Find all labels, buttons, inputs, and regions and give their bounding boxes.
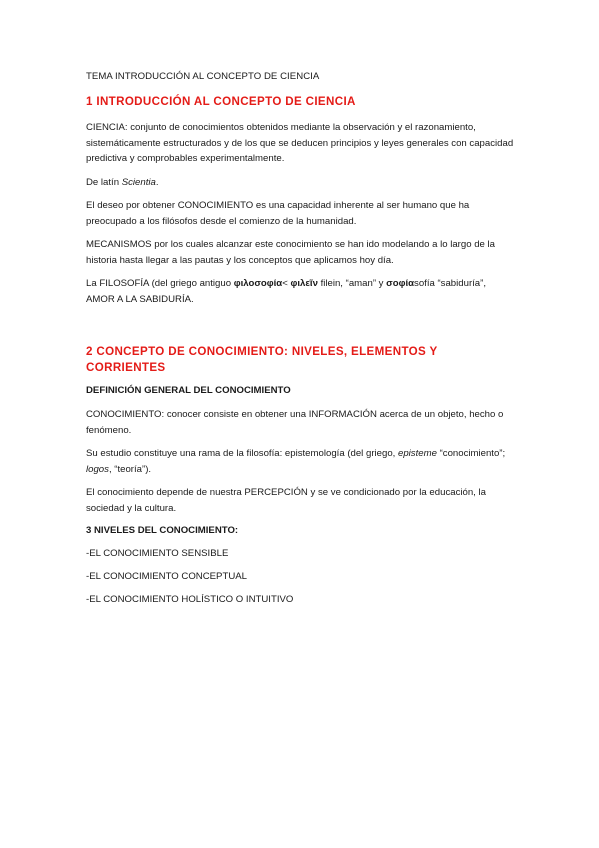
greek-sofia: σοφία — [386, 278, 415, 289]
philosophy-text-g: sofía “sabiduría”, AMOR A LA SABIDURÍA. — [86, 278, 487, 305]
ciencia-definition: CIENCIA: conjunto de conocimientos obtenidos mediante la observación y el razonamiento, sistemáticamente estructurados y de los que se deducen principios y leyes generales con capacidad predictiva y comprobables experimentalmente. — [86, 122, 514, 164]
latin-origin-suffix: . — [155, 176, 159, 188]
epistemology-text-a: Su estudio constituye una rama de la filosofía: epistemología (del griego, — [86, 448, 398, 459]
greek-filein: φιλεῖν — [290, 278, 318, 289]
greek-philosophia: φιλοσοφία — [233, 278, 283, 289]
epistemology-paragraph — [86, 446, 516, 477]
section-1-heading: 1 INTRODUCCIÓN AL CONCEPTO DE CIENCIA — [86, 95, 356, 108]
conocimiento-definition: CONOCIMIENTO: conocer consiste en obtener una INFORMACIÓN acerca de un objeto, hecho o fenómeno. — [86, 409, 504, 436]
epistemology-text-c: “conocimiento”; — [436, 448, 506, 459]
list-item: -EL CONOCIMIENTO HOLÍSTICO O INTUITIVO — [86, 594, 294, 605]
mechanisms-paragraph: MECANISMOS por los cuales alcanzar este conocimiento se han ido modelando a lo largo de la historia hasta llegar a las pautas y los conceptos que aplicamos hoy día. — [86, 239, 496, 266]
philosophy-text-e: filein, “aman” y — [317, 278, 387, 289]
general-definition-subheading: DEFINICIÓN GENERAL DEL CONOCIMIENTO — [86, 385, 291, 396]
perception-paragraph: El conocimiento depende de nuestra PERCEPCIÓN y se ve condicionado por la educación, la sociedad y la cultura. — [86, 487, 486, 514]
section-2-heading: 2 CONCEPTO DE CONOCIMIENTO: NIVELES, ELEMENTOS Y CORRIENTES — [86, 345, 438, 374]
epistemology-word-episteme: episteme — [397, 448, 437, 459]
philosophy-text-c: < — [282, 278, 291, 289]
latin-origin-word: Scientia — [121, 176, 156, 188]
knowledge-desire-paragraph: El deseo por obtener CONOCIMIENTO es una capacidad inherente al ser humano que ha preocupado a los filósofos desde el comienzo de la humanidad. — [86, 200, 470, 227]
list-item: -EL CONOCIMIENTO SENSIBLE — [86, 548, 229, 559]
topic-line: TEMA INTRODUCCIÓN AL CONCEPTO DE CIENCIA — [86, 71, 320, 82]
philosophy-paragraph — [86, 276, 516, 307]
philosophy-text-a: La FILOSOFÍA (del griego antiguo — [86, 278, 234, 289]
levels-heading: 3 NIVELES DEL CONOCIMIENTO: — [86, 525, 239, 536]
latin-origin-prefix: De latín — [86, 176, 122, 188]
list-item: -EL CONOCIMIENTO CONCEPTUAL — [86, 571, 247, 582]
document-content — [86, 70, 516, 616]
epistemology-text-e: , “teoría”). — [108, 463, 152, 475]
epistemology-word-logos: logos — [86, 463, 109, 475]
latin-origin — [86, 175, 516, 191]
